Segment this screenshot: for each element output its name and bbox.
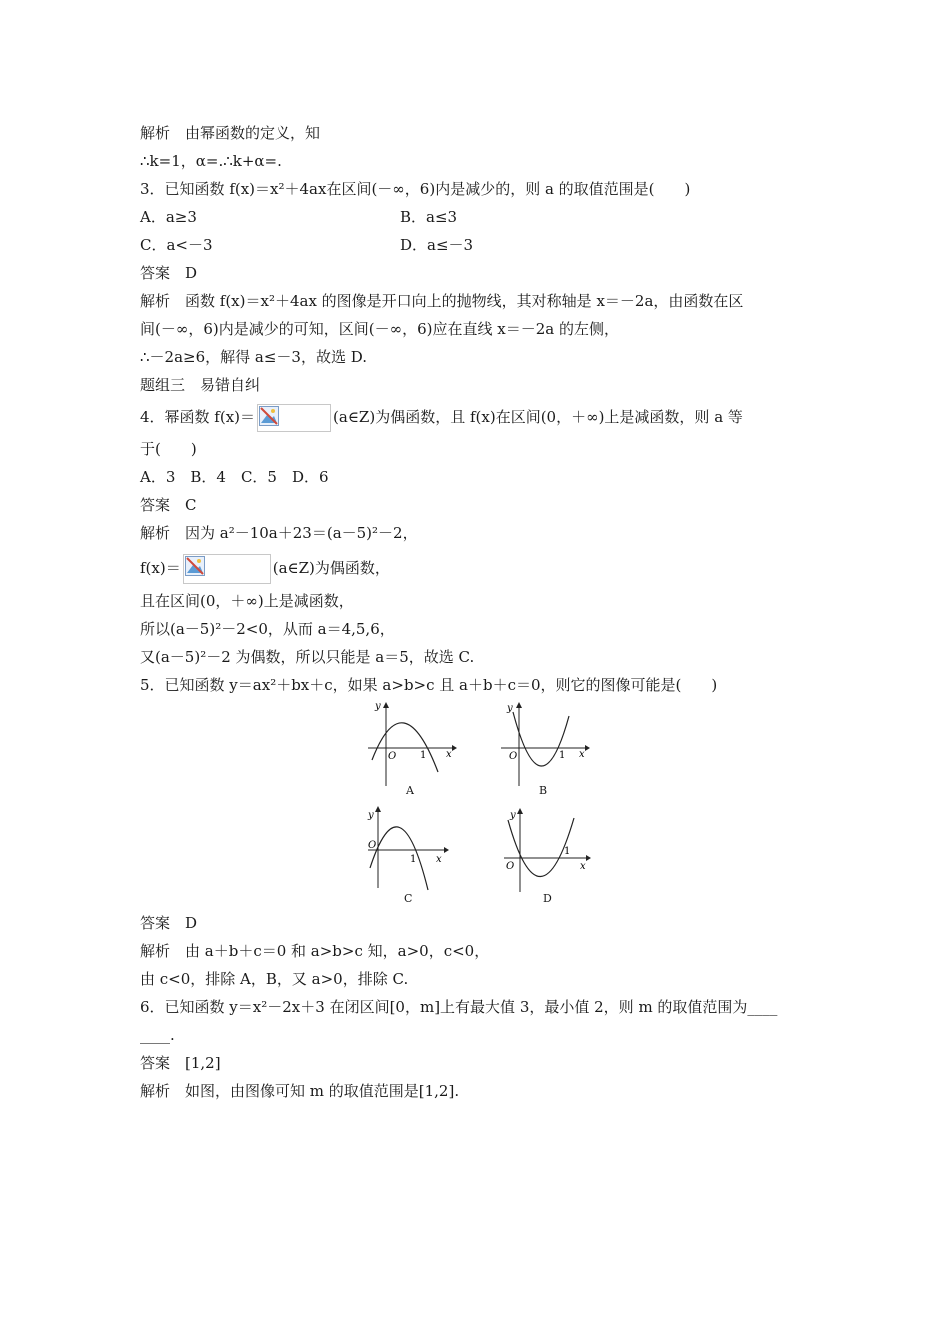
q3-option-a: A．a≥3 [140, 208, 197, 226]
x-label: x [579, 749, 585, 760]
graph-label-b: B [539, 784, 548, 797]
graph-d [500, 806, 600, 910]
broken-image-icon [257, 404, 331, 432]
graph-label-a: A [406, 784, 414, 797]
q4-ana-even: (a∈Z)为偶函数， [272, 559, 390, 577]
graph-label-d: D [543, 892, 552, 905]
q3-stem-c: 在区间(－∞，6)内是减少的，则 a 的取值范围是( ) [326, 180, 691, 198]
q3-option-c: C．a<－3 [140, 236, 213, 254]
q6-stem-cont: ____. [140, 1026, 175, 1044]
q3-option-b: B．a≤3 [400, 208, 458, 226]
origin-label: O [388, 751, 397, 762]
broken-image-icon [183, 554, 271, 584]
parabola-curve [372, 723, 438, 772]
q4-analysis-4: 所以(a－5)²－2<0，从而 a＝4,5,6， [140, 620, 395, 638]
question-6-stem: 6．已知函数 y＝x²－2x＋3 在闭区间[0，m]上有最大值 3，最小值 2，则 m 的取值范围为____ [140, 998, 778, 1016]
q4-analysis-3: 且在区间(0，＋∞)上是减函数， [140, 592, 354, 610]
q3-stem-a: 3．已知函数 [140, 180, 230, 198]
graph-c [362, 806, 462, 910]
question-3-stem [140, 178, 690, 200]
q6-analysis: 解析 如图，由图像可知 m 的取值范围是[1,2]. [140, 1082, 460, 1100]
q6-answer: 答案 [1,2] [140, 1054, 221, 1072]
q3-answer: 答案 D [140, 264, 198, 282]
x-label: x [436, 854, 442, 865]
q5-analysis-1: 解析 由 a＋b＋c＝0 和 a>b>c 知，a>0，c<0， [140, 942, 490, 960]
q4-stem-a: 4．幂函数 f(x)＝ [140, 408, 256, 426]
y-label: y [507, 703, 513, 714]
graph-a [362, 700, 462, 804]
origin-label: O [509, 751, 518, 762]
question-4-stem [140, 404, 743, 432]
analysis-line-1: 解析 由幂函数的定义，知 [140, 124, 321, 142]
q3-analysis-1: 解析 函数 f(x)＝x²＋4ax 的图像是开口向上的抛物线，其对称轴是 x＝－2a，由函数在区 [140, 292, 744, 310]
q3-analysis-2: 间(－∞，6)内是减少的可知，区间(－∞，6)应在直线 x＝－2a 的左侧， [140, 320, 619, 338]
q4-analysis-2 [140, 554, 390, 584]
q5-analysis-2: 由 c<0，排除 A，B，又 a>0，排除 C. [140, 970, 409, 988]
q4-options: A．3 B．4 C．5 D．6 [140, 468, 329, 486]
q5-answer: 答案 D [140, 914, 198, 932]
x-label: x [446, 749, 452, 760]
parabola-curve [370, 827, 428, 890]
q4-analysis-5: 又(a－5)²－2 为偶数，所以只能是 a＝5，故选 C. [140, 648, 475, 666]
y-label: y [375, 701, 381, 712]
q3-analysis-3: ∴－2a≥6，解得 a≤－3，故选 D. [140, 348, 367, 366]
q4-ana-fx: f(x)＝ [140, 559, 181, 577]
origin-label: O [368, 840, 377, 851]
q3-stem-b: f(x)＝x²＋4ax [229, 180, 327, 198]
q4-stem-b: (a∈Z)为偶函数，且 f(x)在区间(0，＋∞)上是减函数，则 a 等 [333, 408, 743, 426]
tick-label: 1 [410, 854, 417, 865]
y-label: y [368, 810, 374, 821]
q3-option-d: D．a≤－3 [400, 236, 474, 254]
q4-stem-cont: 于( ) [140, 440, 197, 458]
y-label: y [510, 810, 516, 821]
question-5-stem: 5．已知函数 y＝ax²＋bx＋c，如果 a>b>c 且 a＋b＋c＝0，则它的图像可能是( ) [140, 676, 718, 694]
tick-label: 1 [420, 750, 427, 761]
x-label: x [580, 861, 586, 872]
q4-analysis-1: 解析 因为 a²－10a＋23＝(a－5)²－2， [140, 524, 418, 542]
origin-label: O [506, 861, 515, 872]
tick-label: 1 [564, 846, 571, 857]
q4-answer: 答案 C [140, 496, 197, 514]
graph-label-c: C [404, 892, 413, 905]
graph-b [495, 700, 595, 804]
analysis-line-2: ∴k=1，α=.∴k+α=. [140, 152, 282, 170]
tick-label: 1 [559, 750, 566, 761]
group-heading: 题组三 易错自纠 [140, 376, 261, 394]
